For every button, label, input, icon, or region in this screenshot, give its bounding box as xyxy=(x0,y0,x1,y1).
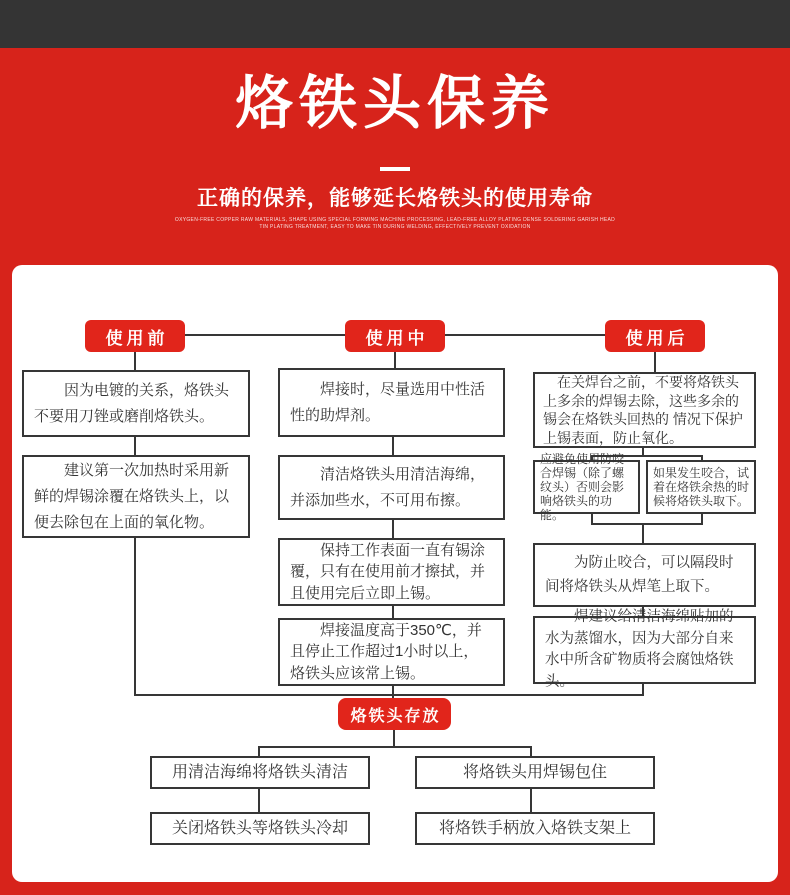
stage-pill-before-use xyxy=(85,320,185,352)
title-divider xyxy=(380,167,410,171)
stage-pill-after-use xyxy=(605,320,705,352)
step-text: 为防止咬合，可以隔段时间将烙铁头从焊笔上取下。 xyxy=(545,555,734,595)
before-use-step-1 xyxy=(22,370,250,437)
step-text: 建议第一次加热时采用新鲜的焊锡涂覆在烙铁头上，以便去除包在上面的氧化物。 xyxy=(34,461,230,531)
stage-label: 使用中 xyxy=(365,328,429,348)
connector-line xyxy=(392,437,394,455)
step-text: 保持工作表面一直有锡涂覆，只有在使用前才擦拭，并且使用完后立即上锡。 xyxy=(290,541,486,602)
storage-step-place-in-stand xyxy=(415,812,655,845)
step-text: 应避免使用防咬合焊锡（除了螺纹头）否则会影响烙铁头的功能。 xyxy=(540,452,625,522)
fineprint-line1: OXYGEN-FREE COPPER RAW MATERIALS, SHAPE USING SPECIAL FORMING MACHINE PROCESSING, LEAD-FREE ALLOY PLATING DENSE SOLDERING GARISH HEAD xyxy=(174,217,616,223)
connector-line xyxy=(258,789,260,812)
connector-line xyxy=(394,352,396,368)
connector-line xyxy=(134,694,644,696)
before-use-step-2 xyxy=(22,455,250,538)
connector-line xyxy=(392,606,394,618)
stage-label: 使用后 xyxy=(625,328,689,348)
page-subtitle: 正确的保养，能够延长烙铁头的使用寿命 xyxy=(197,187,593,210)
step-text: 用清洁海绵将烙铁头清洁 xyxy=(171,763,348,781)
step-text: 因为电镀的关系，烙铁头不要用刀锉或磨削烙铁头。 xyxy=(34,381,230,425)
connector-line xyxy=(654,352,656,372)
top-dark-bar xyxy=(0,0,790,48)
connector-line xyxy=(642,523,644,543)
step-text: 焊建议给清洁海绵贴加的水为蒸馏水，因为大部分自来水中所含矿物质将会腐蚀烙铁头。 xyxy=(545,609,734,690)
connector-line xyxy=(530,746,532,756)
storage-pill xyxy=(338,698,451,730)
step-text: 在关焊台之前，不要将烙铁头上多余的焊锡去除，这些多余的锡会在烙铁头回热的 情况下保护上锡表面，防止氧化。 xyxy=(543,374,743,446)
step-text: 焊接温度高于350℃，并且停止工作超过1小时以上，烙铁头应该常上锡。 xyxy=(290,621,482,682)
after-use-step-3 xyxy=(533,543,756,607)
storage-step-clean xyxy=(150,756,370,789)
page-title: 烙铁头保养 xyxy=(234,71,555,136)
during-use-step-3 xyxy=(278,538,505,606)
connector-line xyxy=(258,746,532,748)
storage-step-wrap-solder xyxy=(415,756,655,789)
step-text: 关闭烙铁头等烙铁头冷却 xyxy=(171,819,348,837)
step-text: 将烙铁手柄放入烙铁支架上 xyxy=(438,819,631,837)
storage-step-cool-down xyxy=(150,812,370,845)
connector-line xyxy=(530,789,532,812)
step-text: 清洁烙铁头用清洁海绵，并添加些水，不可用布擦。 xyxy=(290,465,486,509)
during-use-step-4 xyxy=(278,618,505,686)
stage-pill-during-use xyxy=(345,320,445,352)
step-text: 如果发生咬合，试着在烙铁余热的时候将烙铁头取下。 xyxy=(653,466,750,508)
during-use-step-1 xyxy=(278,368,505,437)
after-use-step-4 xyxy=(533,609,756,690)
title-banner xyxy=(0,48,790,265)
after-use-step-1 xyxy=(533,372,756,448)
after-use-step-2-right xyxy=(646,460,756,514)
connector-line xyxy=(134,437,136,455)
connector-line xyxy=(393,730,395,746)
fineprint-line2: TIN PLATING TREATMENT, EASY TO MAKE TIN DURING WELDING, EFFECTIVELY PREVENT OXIDATION xyxy=(259,224,531,230)
after-use-step-2-left xyxy=(533,452,640,522)
connector-line xyxy=(134,352,136,370)
connector-line xyxy=(134,538,136,696)
connector-line xyxy=(392,520,394,538)
connector-line xyxy=(591,523,703,525)
stage-label: 使用前 xyxy=(105,328,169,348)
step-text: 将烙铁头用焊锡包住 xyxy=(462,763,607,781)
storage-label: 烙铁头存放 xyxy=(350,707,441,725)
connector-line xyxy=(258,746,260,756)
during-use-step-2 xyxy=(278,455,505,520)
step-text: 焊接时，尽量选用中性活性的助焊剂。 xyxy=(290,380,486,424)
fineprint-text xyxy=(0,217,790,231)
flowchart-panel xyxy=(12,265,778,882)
